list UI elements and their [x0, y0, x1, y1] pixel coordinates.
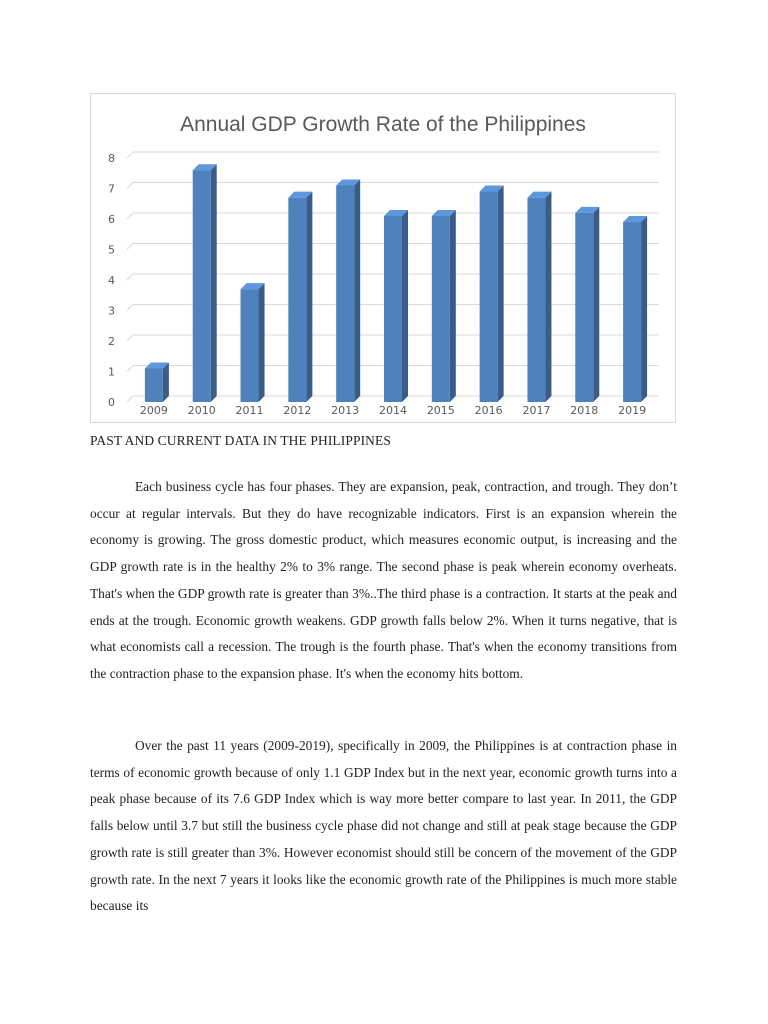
gridline-depth: [127, 366, 133, 372]
x-tick-label: 2013: [331, 404, 360, 417]
y-tick-label: 2: [108, 335, 115, 348]
gdp-chart: [90, 93, 676, 423]
x-tick-label: 2010: [187, 404, 216, 417]
bar-2011: [241, 283, 265, 402]
bar-front: [384, 216, 402, 402]
bar-front: [193, 170, 211, 402]
x-tick-label: 2012: [283, 404, 312, 417]
y-tick-label: 0: [108, 396, 115, 409]
bar-front: [432, 216, 450, 402]
x-tick-label: 2015: [426, 404, 455, 417]
gridline-depth: [127, 305, 133, 311]
bar-front: [527, 198, 545, 402]
bar-2009: [145, 362, 169, 402]
chart-bars: [145, 164, 647, 402]
y-tick-label: 5: [108, 243, 115, 257]
bar-side: [163, 362, 169, 402]
x-tick-label: 2016: [474, 404, 503, 417]
chart-title: Annual GDP Growth Rate of the Philippines: [180, 113, 586, 136]
gridline-depth: [127, 213, 133, 219]
bar-front: [480, 192, 498, 402]
gridline-depth: [127, 152, 133, 158]
bar-side: [593, 207, 599, 402]
bar-side: [498, 186, 504, 402]
x-tick-label: 2017: [522, 404, 551, 417]
gridline-depth: [127, 335, 133, 341]
gdp-chart-svg: [91, 94, 675, 422]
section-heading: PAST AND CURRENT DATA IN THE PHILIPPINES: [90, 433, 391, 448]
bar-front: [575, 213, 593, 402]
bar-2018: [575, 207, 599, 402]
bar-front: [145, 368, 163, 402]
bar-side: [450, 210, 456, 402]
gridline-depth: [127, 183, 133, 189]
paragraph-philippines-data: Over the past 11 years (2009-2019), specifically in 2009, the Philippines is at contraction phase in terms of economic growth because of only 1.1 GDP Index but in the next year, economic growth turns into a peak phase because of its 7.6 GDP Index which is way more better compare to last year. In 2011, the GDP falls below until 3.7 but still the business cycle phase did not change and still at peak stage because the GDP growth rate is still greater than 3%. However economist should still be concern of the movement of the GDP growth rate. In the next 7 years it looks like the economic growth rate of the Philippines is much more stable because its: [90, 738, 677, 914]
bar-side: [259, 283, 265, 402]
x-tick-label: 2019: [618, 404, 647, 417]
bar-front: [623, 222, 641, 402]
gridline-depth: [127, 396, 133, 402]
chart-y-ticks: [108, 152, 115, 409]
gridline-depth: [127, 274, 133, 280]
y-tick-label: 8: [108, 152, 115, 165]
bar-side: [641, 216, 647, 402]
bar-side: [306, 192, 312, 402]
y-tick-label: 1: [108, 365, 115, 379]
gridline-depth: [127, 244, 133, 250]
bar-side: [402, 210, 408, 402]
bar-side: [545, 192, 551, 402]
bar-2019: [623, 216, 647, 402]
bar-front: [288, 198, 306, 402]
bar-2017: [527, 192, 551, 402]
y-tick-label: 6: [108, 213, 115, 226]
x-tick-label: 2014: [379, 404, 407, 417]
bar-2016: [480, 186, 504, 402]
y-tick-label: 7: [108, 182, 115, 196]
bar-2013: [336, 179, 360, 402]
bar-2012: [288, 192, 312, 402]
bar-side: [354, 179, 360, 402]
x-tick-label: 2018: [570, 404, 599, 417]
bar-side: [211, 164, 217, 402]
bar-2014: [384, 210, 408, 402]
paragraph-business-cycle: Each business cycle has four phases. They are expansion, peak, contraction, and trough. They don’t occur at regular intervals. But they do have recognizable indicators. First is an expansion wherein the economy is growing. The gross domestic product, which measures economic output, is increasing and the GDP growth rate is in the healthy 2% to 3% range. The second phase is peak wherein economy overheats. That's when the GDP growth rate is greater than 3%..The third phase is a contraction. It starts at the peak and ends at the trough. Economic growth weakens. GDP growth falls below 2%. When it turns negative, that is what economists call a recession. The trough is the fourth phase. That's when the economy transitions from the contraction phase to the expansion phase. It's when the economy hits bottom.: [90, 479, 677, 681]
y-tick-label: 4: [108, 274, 115, 287]
bar-front: [336, 185, 354, 402]
bar-front: [241, 289, 259, 402]
bar-2015: [432, 210, 456, 402]
chart-x-ticks: [140, 404, 646, 417]
x-tick-label: 2011: [235, 404, 264, 417]
y-tick-label: 3: [108, 304, 115, 318]
x-tick-label: 2009: [139, 404, 168, 417]
bar-2010: [193, 164, 217, 402]
